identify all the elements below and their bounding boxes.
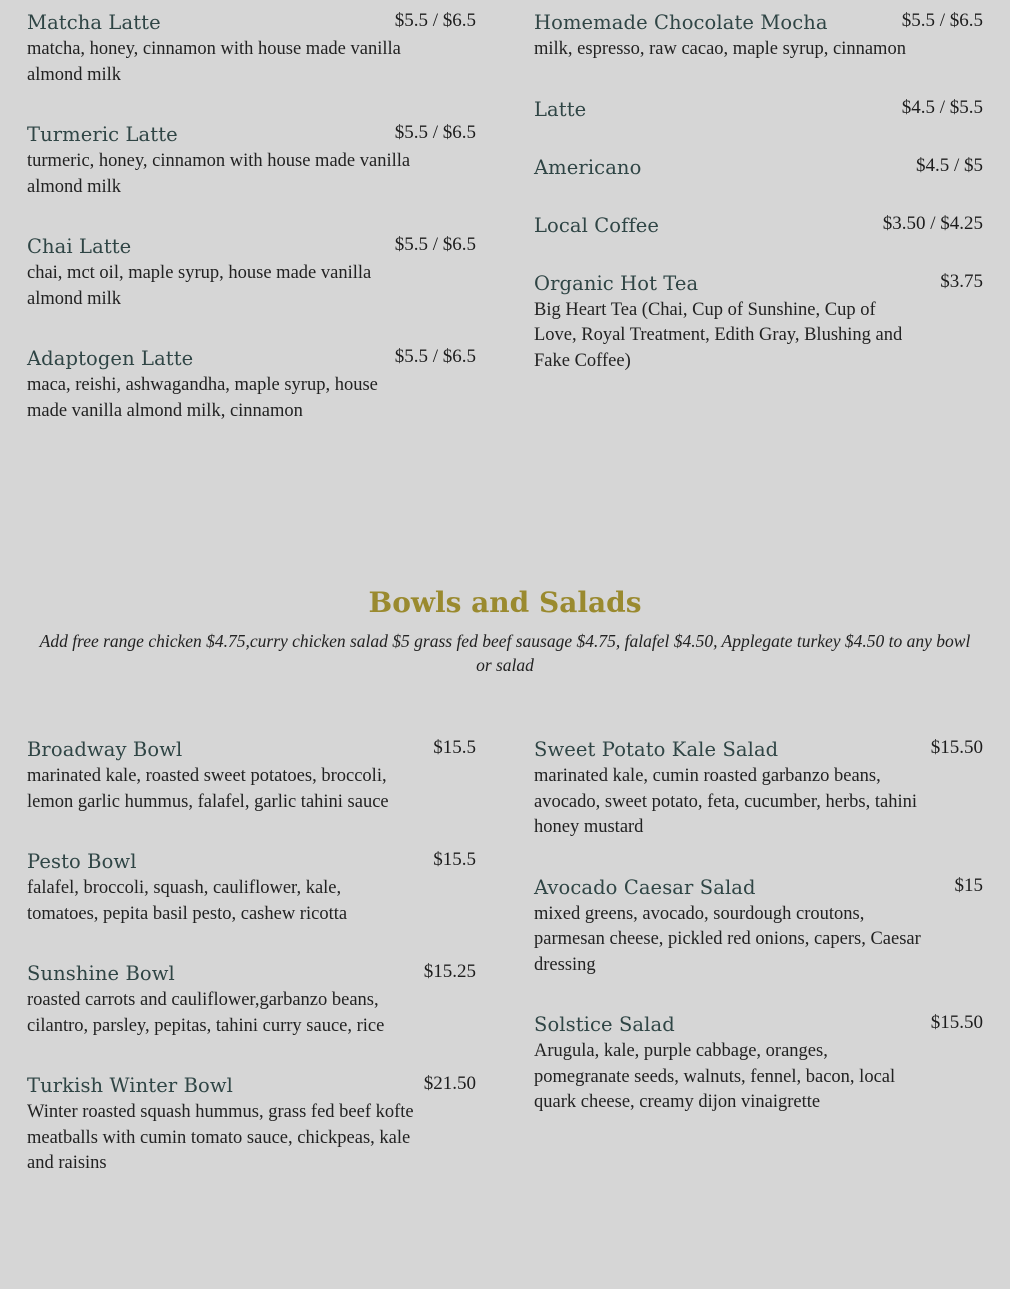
item-description: chai, mct oil, maple syrup, house made vanilla almond milk: [27, 263, 372, 309]
item-price: $5.5 / $6.5: [901, 10, 983, 31]
item-description: milk, espresso, raw cacao, maple syrup, cinnamon: [534, 39, 906, 59]
item-name: Broadway Bowl: [27, 738, 183, 761]
menu-item: [534, 875, 983, 979]
item-description: maca, reishi, ashwagandha, maple syrup, house made vanilla almond milk, cinnamon: [27, 375, 378, 421]
item-name: Organic Hot Tea: [534, 271, 699, 295]
item-name: Avocado Caesar Salad: [534, 875, 756, 899]
item-name: Americano: [534, 155, 642, 179]
item-price: $15: [954, 874, 983, 896]
item-name: Pesto Bowl: [27, 850, 137, 873]
item-name: Local Coffee: [534, 213, 660, 237]
menu-item: [534, 213, 983, 239]
item-name: Homemade Chocolate Mocha: [534, 11, 828, 34]
item-description: marinated kale, cumin roasted garbanzo beans, avocado, sweet potato, feta, cucumber, herbs, tahini honey mustard: [534, 766, 917, 837]
bowls-menu: [27, 737, 983, 1211]
item-price: $15.25: [423, 961, 476, 982]
item-description: matcha, honey, cinnamon with house made vanilla almond milk: [27, 39, 401, 85]
menu-item: [27, 122, 476, 200]
item-description: mixed greens, avocado, sourdough croutons, parmesan cheese, pickled red onions, capers, Caesar dressing: [534, 903, 921, 975]
menu-item: [534, 737, 983, 841]
menu-item: [27, 737, 476, 815]
menu-item: [27, 849, 476, 927]
menu-item: [534, 1012, 983, 1116]
drinks-menu: [27, 10, 983, 458]
item-price: $15.50: [930, 1012, 983, 1033]
item-description: marinated kale, roasted sweet potatoes, broccoli, lemon garlic hummus, falafel, garlic tahini sauce: [27, 766, 389, 812]
drinks-right-column: [534, 10, 983, 458]
item-price: $4.5 / $5.5: [901, 96, 983, 118]
item-price: $15.5: [433, 737, 476, 758]
item-price: $3.75: [940, 270, 983, 292]
item-name: Sunshine Bowl: [27, 962, 175, 985]
menu-item: [27, 10, 476, 88]
menu-item: [27, 1073, 476, 1177]
item-price: $15.50: [930, 737, 983, 758]
item-description: turmeric, honey, cinnamon with house made vanilla almond milk: [27, 151, 411, 197]
item-price: $5.5 / $6.5: [394, 346, 476, 367]
menu-item: [534, 10, 983, 63]
menu-item: [534, 155, 983, 181]
menu-item: [27, 961, 476, 1039]
item-price: $5.5 / $6.5: [394, 10, 476, 31]
drinks-left-column: [27, 10, 476, 458]
item-name: Matcha Latte: [27, 11, 161, 34]
item-description: falafel, broccoli, squash, cauliflower, kale, tomatoes, pepita basil pesto, cashew ricotta: [27, 878, 348, 924]
item-name: Chai Latte: [27, 235, 132, 258]
item-name: Adaptogen Latte: [27, 347, 194, 370]
item-name: Turmeric Latte: [27, 123, 178, 146]
bowls-left-column: [27, 737, 476, 1211]
menu-item: [27, 234, 476, 312]
item-name: Latte: [534, 97, 587, 121]
item-price: $5.5 / $6.5: [394, 234, 476, 255]
item-price: $5.5 / $6.5: [394, 122, 476, 143]
item-price: $15.5: [433, 849, 476, 870]
item-name: Sweet Potato Kale Salad: [534, 738, 779, 761]
menu-item: [534, 271, 983, 375]
item-description: Winter roasted squash hummus, grass fed beef kofte meatballs with cumin tomato sauce, chickpeas, kale and raisins: [27, 1102, 414, 1173]
menu-item: [27, 346, 476, 424]
item-description: Big Heart Tea (Chai, Cup of Sunshine, Cup of Love, Royal Treatment, Edith Gray, Blushing and Fake Coffee): [534, 299, 903, 371]
item-price: $3.50 / $4.25: [882, 212, 983, 234]
item-name: Turkish Winter Bowl: [27, 1074, 233, 1097]
item-price: $21.50: [423, 1073, 476, 1094]
section-title: Bowls and Salads: [368, 586, 642, 619]
item-price: $4.5 / $5: [915, 154, 983, 176]
item-description: roasted carrots and cauliflower,garbanzo beans, cilantro, parsley, pepitas, tahini curry sauce, rice: [27, 990, 385, 1036]
bowls-right-column: [534, 737, 983, 1211]
item-name: Solstice Salad: [534, 1013, 675, 1036]
item-description: Arugula, kale, purple cabbage, oranges, pomegranate seeds, walnuts, fennel, bacon, local quark cheese, creamy dijon vinaigrette: [534, 1041, 896, 1112]
menu-item: [534, 97, 983, 123]
section-note: Add free range chicken $4.75,curry chicken salad $5 grass fed beef sausage $4.75, falafel $4.50, Applegate turkey $4.50 to any bowl or salad: [39, 631, 971, 675]
